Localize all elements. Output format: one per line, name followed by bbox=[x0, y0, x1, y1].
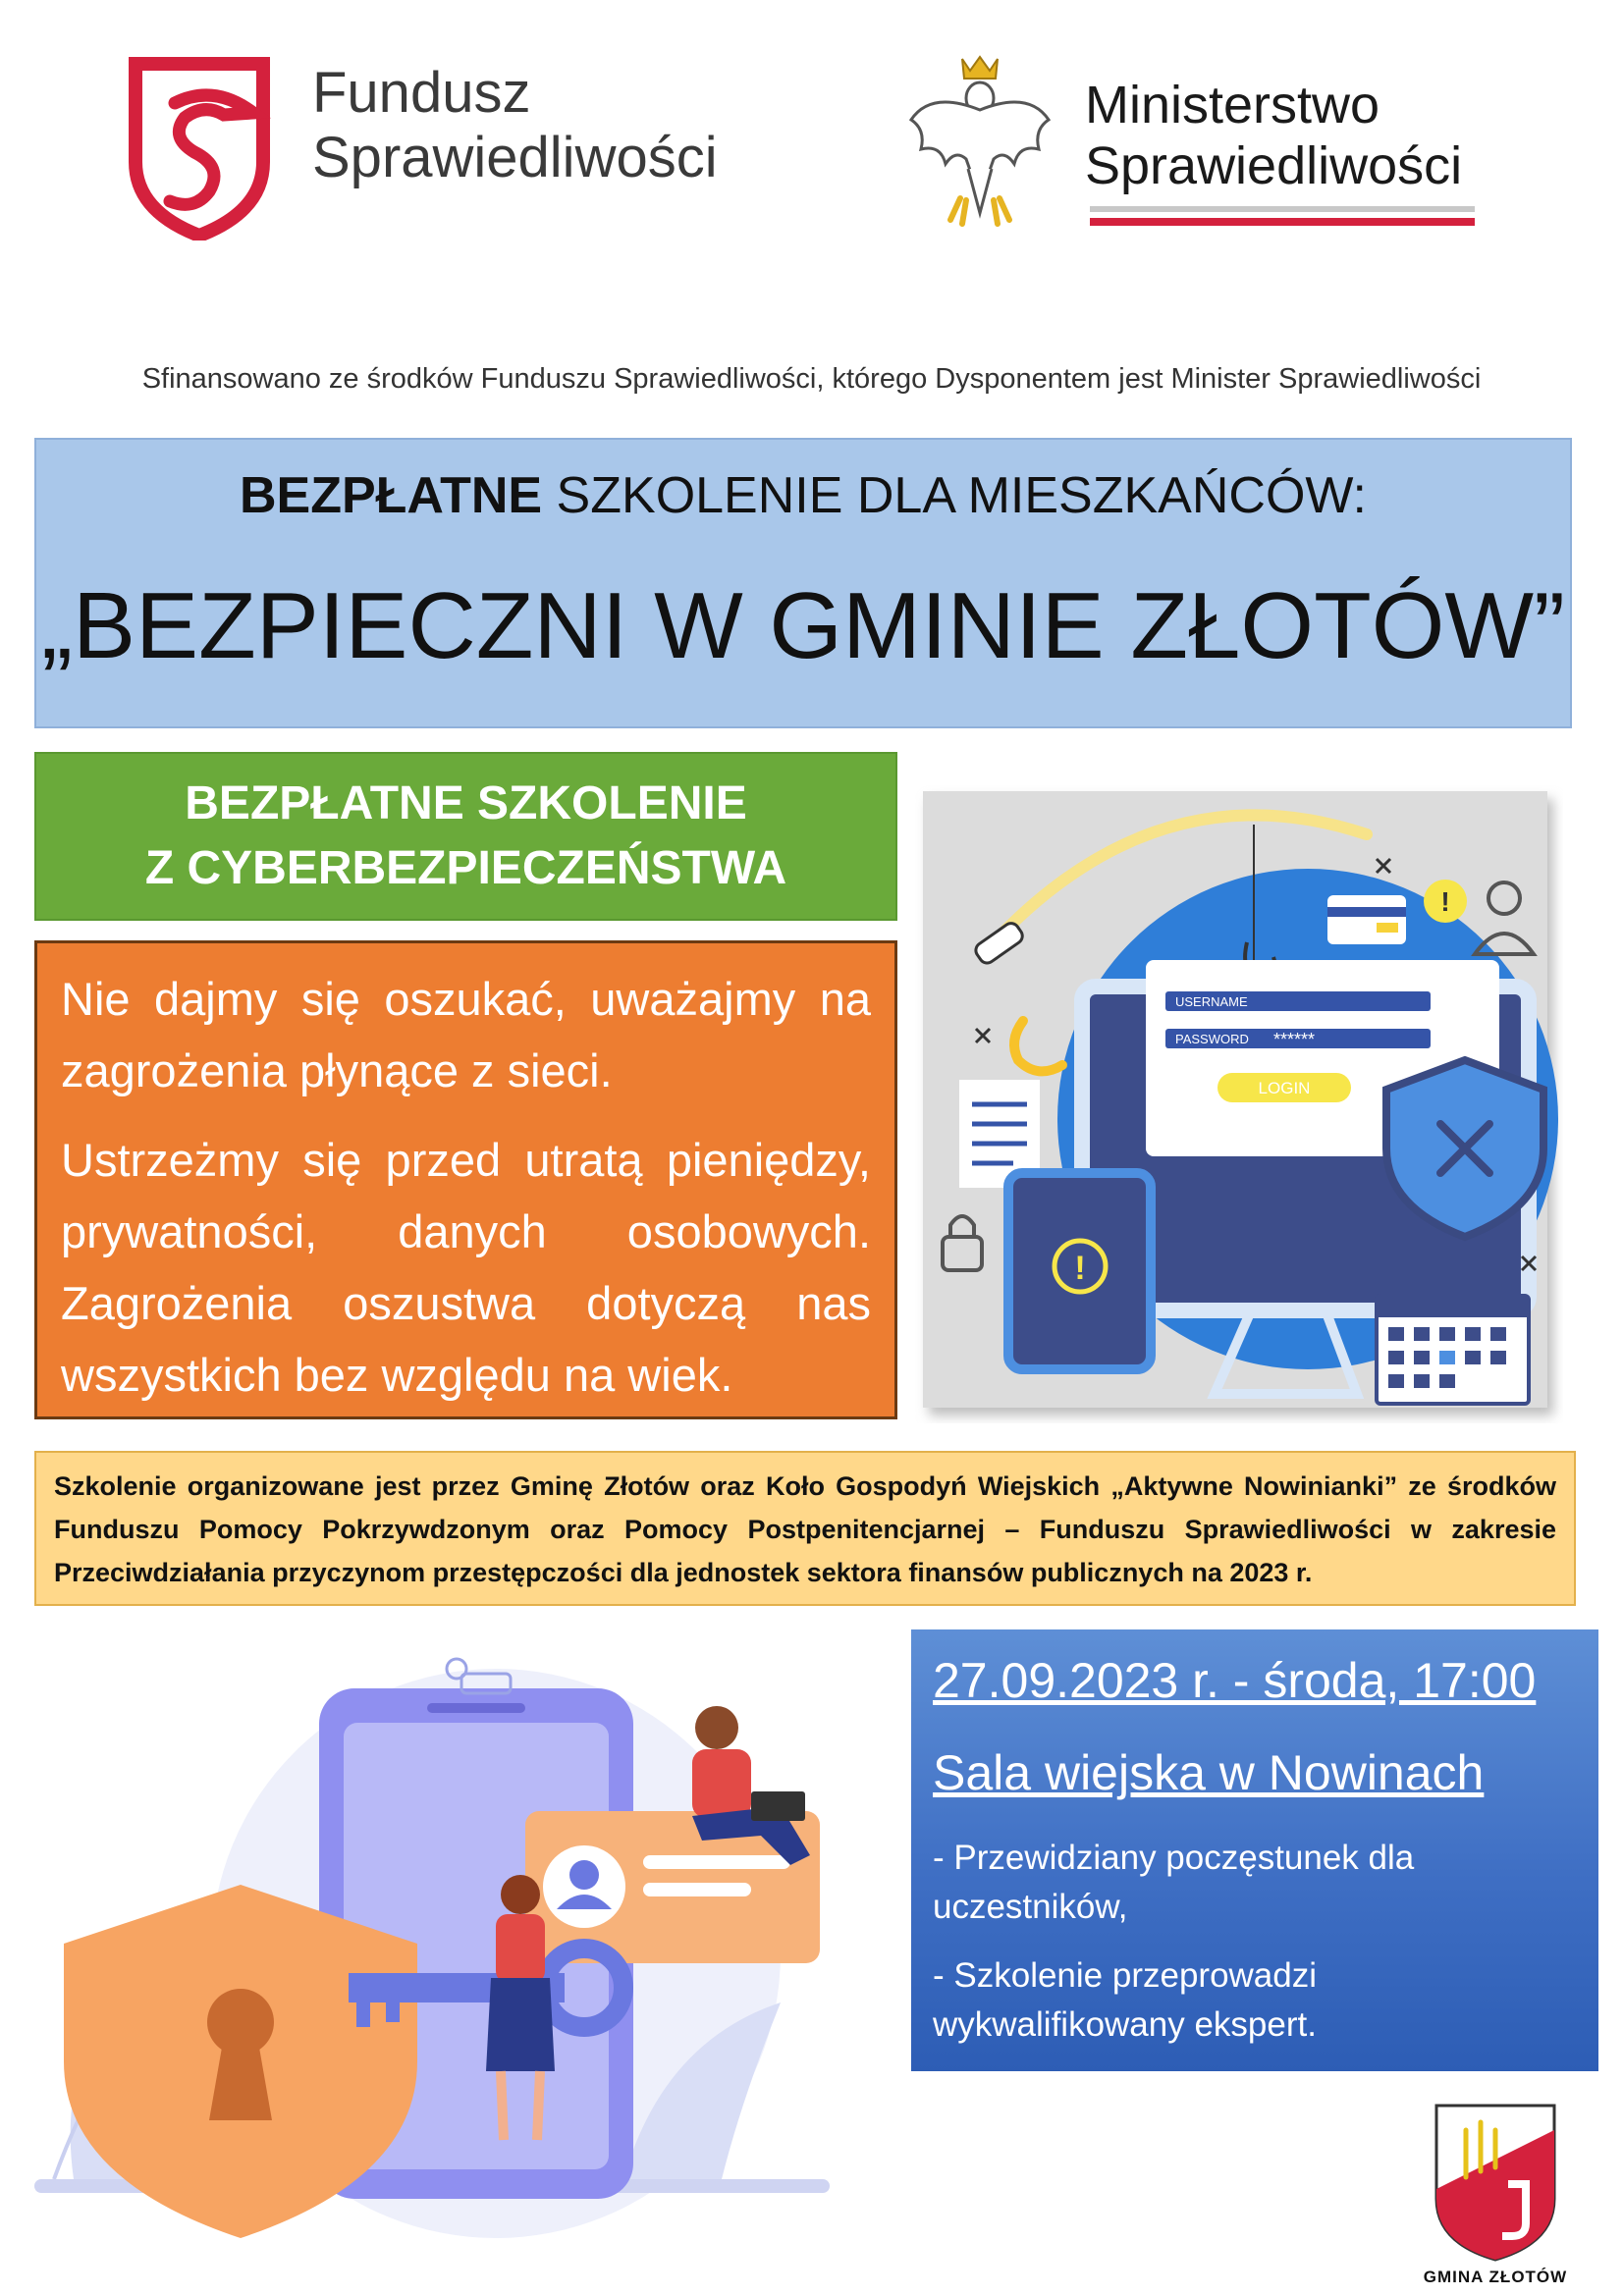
warning-paragraph-2: Ustrzeżmy się przed utratą pieniędzy, prywatności, danych osobowych. Zagrożenia oszustwa dotyczą nas wszystkich bez względu na wiek. bbox=[61, 1134, 871, 1401]
organizer-note: Szkolenie organizowane jest przez Gminę Złotów oraz Koło Gospodyń Wiejskich „Aktywne Nowinianki” ze środków Funduszu Pomocy Pokrzywdzonym oraz Pomocy Postpenitencjarnej – Funduszu Sprawiedliwości w zakresie Przeciwdziałania przyczynom przestępczości dla jednostek sektora finansów publicznych na 2023 r. bbox=[34, 1451, 1576, 1606]
fundusz-line1: Fundusz bbox=[312, 61, 531, 125]
warning-text-box bbox=[34, 940, 897, 1419]
card-icon bbox=[1327, 895, 1406, 944]
title-subheading bbox=[36, 465, 1570, 526]
eagle-emblem-icon bbox=[901, 51, 1058, 233]
svg-text:!: ! bbox=[1440, 886, 1450, 917]
event-datetime: 27.09.2023 r. - środa, 17:00 bbox=[933, 1653, 1537, 1708]
event-note-refreshments: - Przewidziany poczęstunek dla uczestników, bbox=[933, 1839, 1415, 1926]
event-place: Sala wiejska w Nowinach bbox=[933, 1745, 1485, 1800]
title-box bbox=[34, 438, 1572, 728]
cyber-phishing-illustration bbox=[915, 785, 1563, 1423]
training-topic-line1: BEZPŁATNE SZKOLENIE bbox=[185, 777, 747, 829]
gmina-coat-of-arms-icon bbox=[1432, 2101, 1559, 2263]
warning-paragraph-1: Nie dajmy się oszukać, uważajmy na zagrożenia płynące z sieci. bbox=[61, 973, 871, 1096]
title-sub-bold: BEZPŁATNE bbox=[239, 467, 543, 524]
title-main: „BEZPIECZNI W GMINIE ZŁOTÓW” bbox=[41, 573, 1565, 678]
password-mask: ****** bbox=[1273, 1030, 1316, 1049]
ministerstwo-logo-text bbox=[1085, 75, 1462, 196]
svg-text:!: ! bbox=[1074, 1250, 1086, 1287]
login-button-label: LOGIN bbox=[1258, 1079, 1311, 1097]
event-note-expert: - Szkolenie przeprowadzi wykwalifikowany ekspert. bbox=[933, 1956, 1318, 2044]
smartphone-security-illustration bbox=[34, 1629, 869, 2238]
fundusz-logo-text bbox=[312, 61, 718, 190]
ministerstwo-grey-line bbox=[1090, 206, 1475, 212]
man-figure bbox=[695, 1706, 738, 1749]
password-label: PASSWORD bbox=[1175, 1032, 1249, 1046]
financed-note: Sfinansowano ze środków Funduszu Sprawiedliwości, którego Dysponentem jest Minister Sprawiedliwości bbox=[141, 363, 1482, 395]
woman-figure bbox=[501, 1875, 540, 1914]
ministerstwo-line2: Sprawiedliwości bbox=[1085, 136, 1463, 195]
fundusz-logo-icon bbox=[116, 44, 283, 240]
gmina-label: GMINA ZŁOTÓW bbox=[1423, 2268, 1568, 2286]
training-topic-line2: Z CYBERBEZPIECZEŃSTWA bbox=[144, 842, 787, 894]
fundusz-line2: Sprawiedliwości bbox=[312, 126, 718, 189]
training-topic-box bbox=[34, 752, 897, 921]
event-info-box bbox=[911, 1629, 1598, 2071]
username-label: USERNAME bbox=[1175, 994, 1248, 1009]
title-sub-rest: SZKOLENIE DLA MIESZKAŃCÓW: bbox=[542, 467, 1368, 524]
ministerstwo-red-line bbox=[1090, 218, 1475, 226]
ministerstwo-line1: Ministerstwo bbox=[1085, 76, 1380, 134]
